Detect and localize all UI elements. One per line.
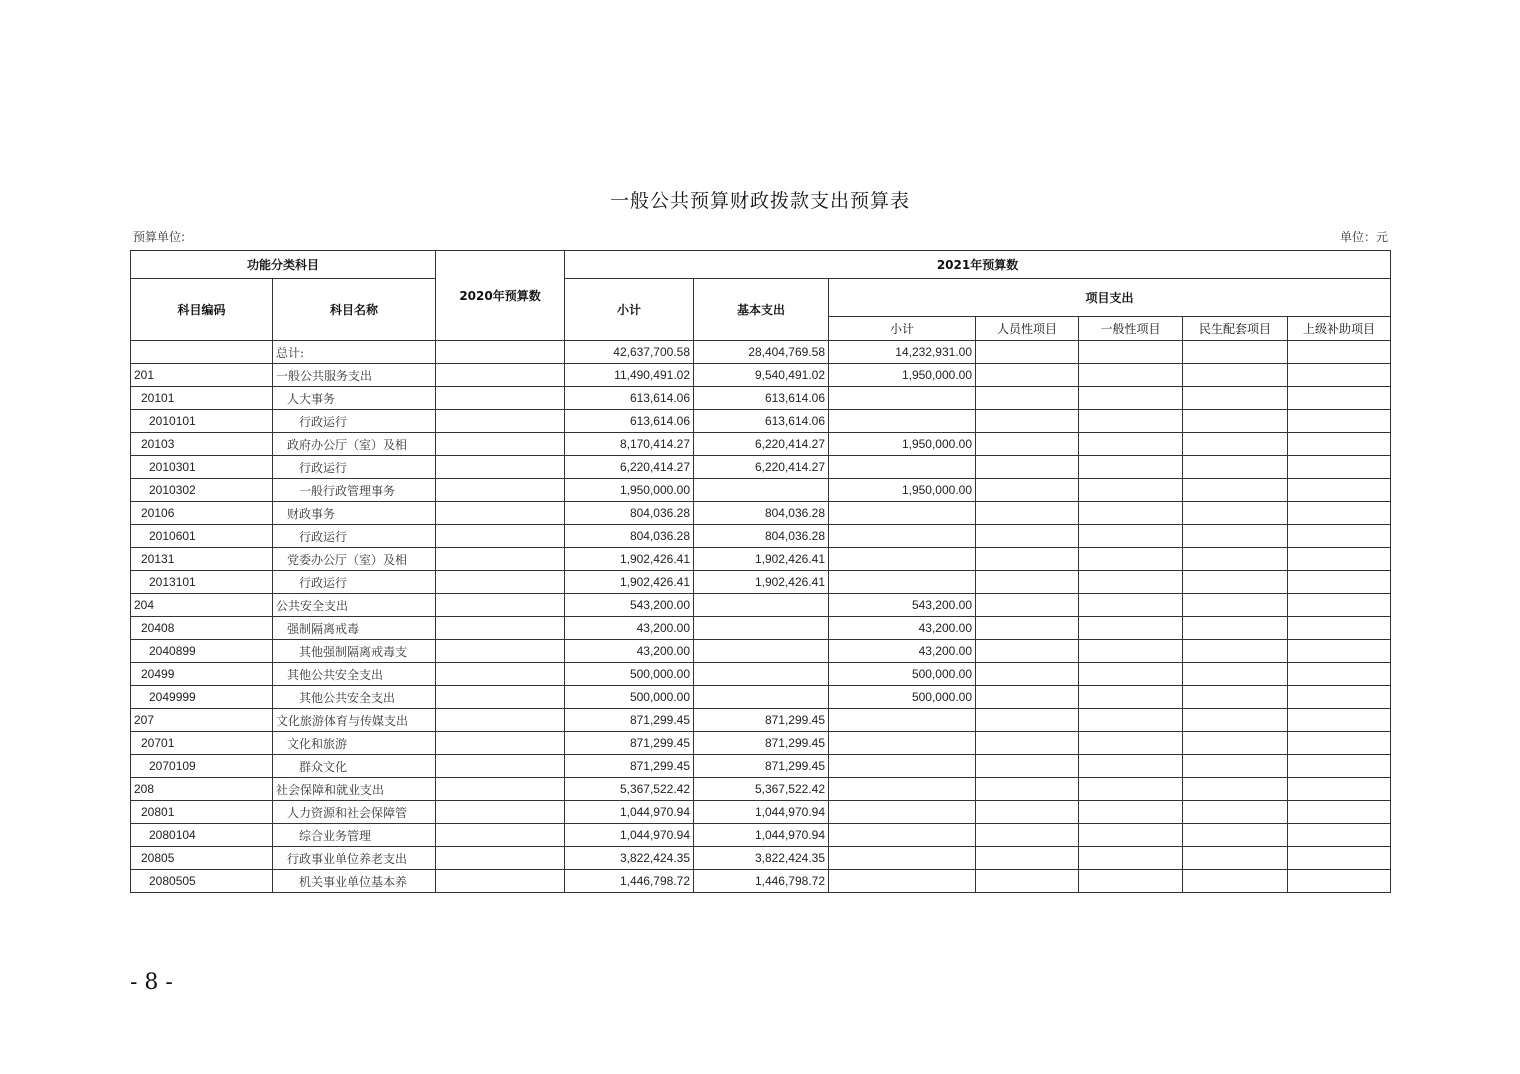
cell-name: 其他强制隔离戒毒支 <box>273 640 436 663</box>
cell-livelihood <box>1183 456 1288 479</box>
header-livelihood: 民生配套项目 <box>1183 317 1288 341</box>
budget-table-container <box>130 250 1391 914</box>
cell-budget-2020 <box>436 732 565 755</box>
cell-project-subtotal: 1,950,000.00 <box>829 479 976 502</box>
cell-project-subtotal: 543,200.00 <box>829 594 976 617</box>
cell-name: 一般行政管理事务 <box>273 479 436 502</box>
cell-subtotal: 43,200.00 <box>565 640 694 663</box>
cell-personnel <box>976 433 1079 456</box>
cell-subsidy <box>1288 778 1391 801</box>
cell-personnel <box>976 341 1079 364</box>
cell-basic: 804,036.28 <box>694 502 829 525</box>
cell-general <box>1079 663 1183 686</box>
cell-subsidy <box>1288 617 1391 640</box>
cell-subtotal: 5,367,522.42 <box>565 778 694 801</box>
cell-general <box>1079 778 1183 801</box>
cell-subsidy <box>1288 870 1391 893</box>
header-personnel: 人员性项目 <box>976 317 1079 341</box>
cell-personnel <box>976 778 1079 801</box>
cell-code: 2049999 <box>131 686 273 709</box>
cell-project-subtotal <box>829 410 976 433</box>
cell-name: 行政运行 <box>273 456 436 479</box>
cell-subsidy <box>1288 525 1391 548</box>
cell-subsidy <box>1288 387 1391 410</box>
cell-general <box>1079 755 1183 778</box>
cell-project-subtotal: 43,200.00 <box>829 617 976 640</box>
cell-basic <box>694 617 829 640</box>
cell-project-subtotal <box>829 709 976 732</box>
cell-name: 人大事务 <box>273 387 436 410</box>
cell-budget-2020 <box>436 502 565 525</box>
table-row <box>131 732 1391 755</box>
table-row <box>131 847 1391 870</box>
cell-budget-2020 <box>436 847 565 870</box>
cell-basic: 1,902,426.41 <box>694 548 829 571</box>
cell-budget-2020 <box>436 364 565 387</box>
cell-project-subtotal <box>829 801 976 824</box>
cell-general <box>1079 525 1183 548</box>
cell-personnel <box>976 479 1079 502</box>
cell-budget-2020 <box>436 594 565 617</box>
cell-name: 公共安全支出 <box>273 594 436 617</box>
table-row <box>131 755 1391 778</box>
cell-personnel <box>976 847 1079 870</box>
cell-subsidy <box>1288 801 1391 824</box>
cell-budget-2020 <box>436 709 565 732</box>
cell-livelihood <box>1183 709 1288 732</box>
table-row <box>131 778 1391 801</box>
cell-general <box>1079 870 1183 893</box>
cell-code: 20103 <box>131 433 273 456</box>
cell-general <box>1079 686 1183 709</box>
table-row <box>131 341 1391 364</box>
cell-name: 一般公共服务支出 <box>273 364 436 387</box>
header-general: 一般性项目 <box>1079 317 1183 341</box>
cell-basic <box>694 479 829 502</box>
cell-subtotal: 1,044,970.94 <box>565 801 694 824</box>
cell-budget-2020 <box>436 801 565 824</box>
cell-personnel <box>976 502 1079 525</box>
cell-general <box>1079 847 1183 870</box>
cell-general <box>1079 479 1183 502</box>
table-row <box>131 433 1391 456</box>
cell-livelihood <box>1183 617 1288 640</box>
cell-subtotal: 1,446,798.72 <box>565 870 694 893</box>
cell-subsidy <box>1288 341 1391 364</box>
cell-personnel <box>976 755 1079 778</box>
cell-name: 总计: <box>273 341 436 364</box>
cell-livelihood <box>1183 847 1288 870</box>
cell-name: 文化和旅游 <box>273 732 436 755</box>
cell-project-subtotal: 500,000.00 <box>829 663 976 686</box>
cell-subtotal: 1,902,426.41 <box>565 548 694 571</box>
cell-basic <box>694 686 829 709</box>
cell-basic: 613,614.06 <box>694 410 829 433</box>
cell-project-subtotal: 43,200.00 <box>829 640 976 663</box>
cell-general <box>1079 364 1183 387</box>
cell-code: 2080104 <box>131 824 273 847</box>
cell-budget-2020 <box>436 663 565 686</box>
table-row <box>131 870 1391 893</box>
cell-project-subtotal: 1,950,000.00 <box>829 364 976 387</box>
cell-code: 20805 <box>131 847 273 870</box>
cell-basic: 28,404,769.58 <box>694 341 829 364</box>
cell-code: 204 <box>131 594 273 617</box>
cell-subsidy <box>1288 502 1391 525</box>
cell-subsidy <box>1288 663 1391 686</box>
cell-subsidy <box>1288 824 1391 847</box>
cell-basic: 1,446,798.72 <box>694 870 829 893</box>
cell-livelihood <box>1183 870 1288 893</box>
cell-subsidy <box>1288 594 1391 617</box>
cell-project-subtotal <box>829 870 976 893</box>
cell-subtotal: 11,490,491.02 <box>565 364 694 387</box>
cell-basic <box>694 663 829 686</box>
cell-code: 2010302 <box>131 479 273 502</box>
cell-subtotal: 543,200.00 <box>565 594 694 617</box>
cell-subtotal: 500,000.00 <box>565 686 694 709</box>
cell-name: 党委办公厅（室）及相 <box>273 548 436 571</box>
cell-code: 20408 <box>131 617 273 640</box>
cell-livelihood <box>1183 755 1288 778</box>
header-proj-subtotal: 小计 <box>829 317 976 341</box>
cell-subtotal: 613,614.06 <box>565 410 694 433</box>
cell-basic: 5,367,522.42 <box>694 778 829 801</box>
cell-subsidy <box>1288 364 1391 387</box>
cell-project-subtotal <box>829 387 976 410</box>
cell-name: 强制隔离戒毒 <box>273 617 436 640</box>
cell-general <box>1079 410 1183 433</box>
cell-personnel <box>976 594 1079 617</box>
cell-general <box>1079 433 1183 456</box>
cell-name: 行政运行 <box>273 410 436 433</box>
table-row <box>131 709 1391 732</box>
header-func-class: 功能分类科目 <box>131 251 436 279</box>
cell-livelihood <box>1183 594 1288 617</box>
cell-general <box>1079 801 1183 824</box>
cell-subtotal: 871,299.45 <box>565 709 694 732</box>
cell-subtotal: 871,299.45 <box>565 732 694 755</box>
cell-subsidy <box>1288 548 1391 571</box>
cell-subtotal: 871,299.45 <box>565 755 694 778</box>
table-row <box>131 525 1391 548</box>
cell-project-subtotal <box>829 732 976 755</box>
cell-budget-2020 <box>436 755 565 778</box>
cell-livelihood <box>1183 663 1288 686</box>
cell-personnel <box>976 617 1079 640</box>
currency-unit-label: 单位：元 <box>1339 230 1388 244</box>
cell-livelihood <box>1183 502 1288 525</box>
cell-personnel <box>976 663 1079 686</box>
cell-project-subtotal <box>829 571 976 594</box>
table-row <box>131 801 1391 824</box>
cell-basic: 6,220,414.27 <box>694 456 829 479</box>
cell-personnel <box>976 548 1079 571</box>
cell-code: 20101 <box>131 387 273 410</box>
header-subtotal: 小计 <box>565 279 694 341</box>
table-row <box>131 824 1391 847</box>
cell-subsidy <box>1288 456 1391 479</box>
cell-basic: 871,299.45 <box>694 732 829 755</box>
cell-personnel <box>976 387 1079 410</box>
cell-general <box>1079 594 1183 617</box>
cell-code: 2010101 <box>131 410 273 433</box>
header-name: 科目名称 <box>273 279 436 341</box>
cell-budget-2020 <box>436 479 565 502</box>
cell-code: 201 <box>131 364 273 387</box>
header-project: 项目支出 <box>829 279 1391 317</box>
cell-general <box>1079 341 1183 364</box>
cell-name: 人力资源和社会保障管 <box>273 801 436 824</box>
cell-general <box>1079 387 1183 410</box>
cell-name: 其他公共安全支出 <box>273 663 436 686</box>
cell-project-subtotal: 1,950,000.00 <box>829 433 976 456</box>
cell-code: 20131 <box>131 548 273 571</box>
cell-budget-2020 <box>436 686 565 709</box>
header-budget-2021: 2021年预算数 <box>565 251 1391 279</box>
cell-basic: 871,299.45 <box>694 709 829 732</box>
cell-code: 20801 <box>131 801 273 824</box>
cell-code: 20701 <box>131 732 273 755</box>
cell-name: 财政事务 <box>273 502 436 525</box>
cell-subtotal: 8,170,414.27 <box>565 433 694 456</box>
cell-livelihood <box>1183 778 1288 801</box>
cell-general <box>1079 640 1183 663</box>
table-row <box>131 479 1391 502</box>
cell-subtotal: 804,036.28 <box>565 525 694 548</box>
cell-name: 机关事业单位基本养 <box>273 870 436 893</box>
cell-project-subtotal <box>829 525 976 548</box>
cell-subtotal: 43,200.00 <box>565 617 694 640</box>
cell-basic: 3,822,424.35 <box>694 847 829 870</box>
cell-budget-2020 <box>436 410 565 433</box>
cell-project-subtotal <box>829 847 976 870</box>
cell-subtotal: 6,220,414.27 <box>565 456 694 479</box>
header-budget-2020: 2020年预算数 <box>436 251 565 341</box>
cell-general <box>1079 824 1183 847</box>
cell-budget-2020 <box>436 525 565 548</box>
table-row <box>131 456 1391 479</box>
cell-subsidy <box>1288 640 1391 663</box>
cell-budget-2020 <box>436 617 565 640</box>
cell-code: 208 <box>131 778 273 801</box>
cell-budget-2020 <box>436 548 565 571</box>
cell-budget-2020 <box>436 571 565 594</box>
cell-livelihood <box>1183 410 1288 433</box>
cell-livelihood <box>1183 387 1288 410</box>
cell-subtotal: 500,000.00 <box>565 663 694 686</box>
cell-budget-2020 <box>436 433 565 456</box>
page-number: - 8 - <box>130 970 173 995</box>
cell-basic: 9,540,491.02 <box>694 364 829 387</box>
table-row <box>131 410 1391 433</box>
cell-subsidy <box>1288 709 1391 732</box>
cell-budget-2020 <box>436 640 565 663</box>
cell-project-subtotal <box>829 755 976 778</box>
cell-personnel <box>976 732 1079 755</box>
cell-name: 其他公共安全支出 <box>273 686 436 709</box>
cell-personnel <box>976 870 1079 893</box>
cell-name: 行政事业单位养老支出 <box>273 847 436 870</box>
cell-subtotal: 1,902,426.41 <box>565 571 694 594</box>
cell-budget-2020 <box>436 778 565 801</box>
header-code: 科目编码 <box>131 279 273 341</box>
cell-personnel <box>976 640 1079 663</box>
cell-personnel <box>976 410 1079 433</box>
table-row <box>131 594 1391 617</box>
cell-personnel <box>976 364 1079 387</box>
cell-livelihood <box>1183 548 1288 571</box>
cell-code: 2010601 <box>131 525 273 548</box>
cell-basic: 1,044,970.94 <box>694 801 829 824</box>
header-basic: 基本支出 <box>694 279 829 341</box>
cell-livelihood <box>1183 732 1288 755</box>
cell-name: 文化旅游体育与传媒支出 <box>273 709 436 732</box>
table-row <box>131 502 1391 525</box>
cell-general <box>1079 709 1183 732</box>
cell-basic: 1,902,426.41 <box>694 571 829 594</box>
table-row <box>131 548 1391 571</box>
cell-code: 2010301 <box>131 456 273 479</box>
cell-livelihood <box>1183 824 1288 847</box>
cell-project-subtotal <box>829 778 976 801</box>
cell-project-subtotal <box>829 824 976 847</box>
cell-general <box>1079 456 1183 479</box>
cell-subsidy <box>1288 755 1391 778</box>
cell-project-subtotal <box>829 456 976 479</box>
cell-livelihood <box>1183 801 1288 824</box>
cell-subtotal: 613,614.06 <box>565 387 694 410</box>
cell-basic <box>694 594 829 617</box>
cell-general <box>1079 617 1183 640</box>
cell-subsidy <box>1288 686 1391 709</box>
cell-livelihood <box>1183 479 1288 502</box>
cell-budget-2020 <box>436 387 565 410</box>
cell-livelihood <box>1183 341 1288 364</box>
cell-basic: 6,220,414.27 <box>694 433 829 456</box>
table-row <box>131 364 1391 387</box>
cell-subsidy <box>1288 847 1391 870</box>
table-row <box>131 387 1391 410</box>
page-title: 一般公共预算财政拨款支出预算表 <box>609 190 910 212</box>
cell-subtotal: 1,044,970.94 <box>565 824 694 847</box>
cell-livelihood <box>1183 525 1288 548</box>
cell-subtotal: 3,822,424.35 <box>565 847 694 870</box>
cell-livelihood <box>1183 571 1288 594</box>
cell-budget-2020 <box>436 341 565 364</box>
cell-code: 207 <box>131 709 273 732</box>
cell-basic: 613,614.06 <box>694 387 829 410</box>
cell-basic: 1,044,970.94 <box>694 824 829 847</box>
cell-project-subtotal <box>829 502 976 525</box>
cell-subsidy <box>1288 479 1391 502</box>
cell-name: 综合业务管理 <box>273 824 436 847</box>
cell-subsidy <box>1288 433 1391 456</box>
table-row <box>131 617 1391 640</box>
cell-subtotal: 804,036.28 <box>565 502 694 525</box>
table-row <box>131 663 1391 686</box>
cell-code: 20106 <box>131 502 273 525</box>
cell-personnel <box>976 686 1079 709</box>
cell-personnel <box>976 525 1079 548</box>
cell-subtotal: 42,637,700.58 <box>565 341 694 364</box>
cell-livelihood <box>1183 686 1288 709</box>
cell-project-subtotal <box>829 548 976 571</box>
cell-personnel <box>976 456 1079 479</box>
cell-livelihood <box>1183 364 1288 387</box>
cell-name: 行政运行 <box>273 525 436 548</box>
cell-code: 2040899 <box>131 640 273 663</box>
cell-project-subtotal: 14,232,931.00 <box>829 341 976 364</box>
budget-table <box>130 250 1391 893</box>
table-row <box>131 571 1391 594</box>
cell-livelihood <box>1183 640 1288 663</box>
cell-budget-2020 <box>436 824 565 847</box>
cell-personnel <box>976 824 1079 847</box>
cell-general <box>1079 502 1183 525</box>
cell-code: 2070109 <box>131 755 273 778</box>
cell-livelihood <box>1183 433 1288 456</box>
table-row <box>131 686 1391 709</box>
cell-project-subtotal: 500,000.00 <box>829 686 976 709</box>
cell-name: 社会保障和就业支出 <box>273 778 436 801</box>
cell-basic <box>694 640 829 663</box>
cell-subsidy <box>1288 571 1391 594</box>
cell-personnel <box>976 709 1079 732</box>
cell-name: 政府办公厅（室）及相 <box>273 433 436 456</box>
cell-budget-2020 <box>436 870 565 893</box>
cell-code: 20499 <box>131 663 273 686</box>
cell-subsidy <box>1288 410 1391 433</box>
cell-basic: 804,036.28 <box>694 525 829 548</box>
cell-general <box>1079 732 1183 755</box>
cell-name: 行政运行 <box>273 571 436 594</box>
cell-code <box>131 341 273 364</box>
cell-code: 2080505 <box>131 870 273 893</box>
header-subsidy: 上级补助项目 <box>1288 317 1391 341</box>
budget-unit-label: 预算单位: <box>133 230 186 244</box>
cell-basic: 871,299.45 <box>694 755 829 778</box>
cell-code: 2013101 <box>131 571 273 594</box>
cell-budget-2020 <box>436 456 565 479</box>
cell-subtotal: 1,950,000.00 <box>565 479 694 502</box>
cell-personnel <box>976 571 1079 594</box>
table-row <box>131 640 1391 663</box>
cell-general <box>1079 548 1183 571</box>
cell-subsidy <box>1288 732 1391 755</box>
cell-name: 群众文化 <box>273 755 436 778</box>
cell-personnel <box>976 801 1079 824</box>
cell-general <box>1079 571 1183 594</box>
